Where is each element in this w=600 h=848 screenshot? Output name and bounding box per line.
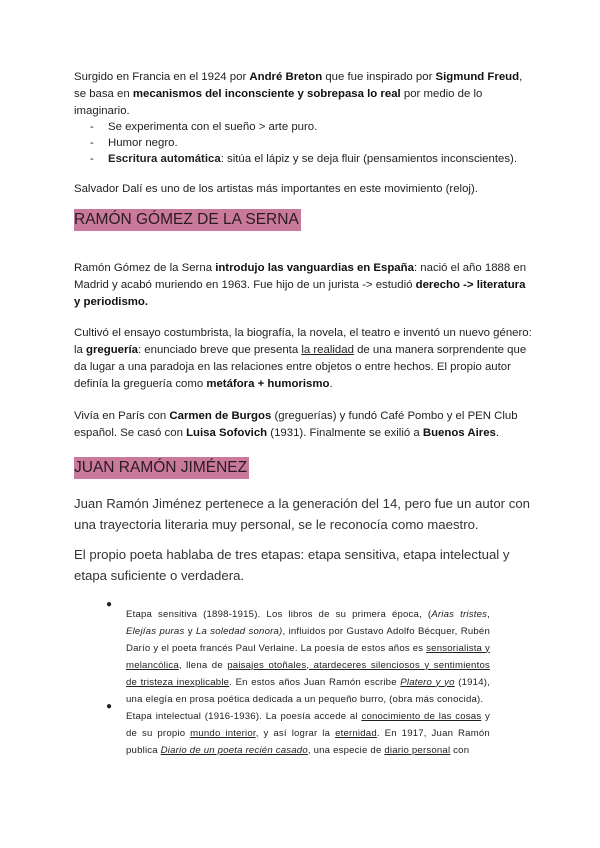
- section-heading-ramon: RAMÓN GÓMEZ DE LA SERNA: [74, 209, 301, 231]
- dash-item: Se experimenta con el sueño > arte puro.: [108, 121, 318, 133]
- juan-ramon-paragraph-2: El propio poeta hablaba de tres etapas: etapa sensitiva, etapa intelectual y etapa suficiente o verdadera.: [74, 547, 510, 583]
- ramon-paragraph-3: Vivía en París con Carmen de Burgos (greguerías) y fundó Café Pombo y el PEN Club español. Se casó con Luisa Sofovich (1931). Finalmente se exilió a Buenos Aires.: [74, 410, 518, 439]
- dash-marker: -: [90, 153, 94, 165]
- bullet-marker: ●: [106, 701, 113, 712]
- dali-paragraph: Salvador Dalí es uno de los artistas más importantes en este movimiento (reloj).: [74, 183, 478, 195]
- dash-marker: -: [90, 137, 94, 149]
- bullet-etapa-intelectual: Etapa intelectual (1916-1936). La poesía accede al conocimiento de las cosas y de su propio mundo interior, y así lograr la eternidad. En 1917, Juan Ramón publica Diario de un poeta recién casado, una especie de diario personal con: [126, 710, 490, 756]
- dash-item: Humor negro.: [108, 137, 178, 149]
- ramon-paragraph-1: Ramón Gómez de la Serna introdujo las vanguardias en España: nació el año 1888 en Madrid y acabó muriendo en 1963. Fue hijo de un jurista -> estudió derecho -> literatura y periodismo.: [74, 262, 527, 308]
- ramon-paragraph-2: Cultivó el ensayo costumbrista, la biografía, la novela, el teatro e inventó un nuevo género: la greguería: enunciado breve que presenta la realidad de una manera sorprendente que da lugar a una paradoja en las relaciones entre objetos o entre hechos. El propio autor definía la greguería como metáfora + humorismo.: [74, 327, 532, 390]
- dash-item: Escritura automática: sitúa el lápiz y se deja fluir (pensamientos inconscientes).: [108, 153, 517, 165]
- section-heading-juan-ramon: JUAN RAMÓN JIMÉNEZ: [74, 457, 249, 479]
- juan-ramon-paragraph-1: Juan Ramón Jiménez pertenece a la generación del 14, pero fue un autor con una trayectoria literaria muy personal, se le reconocía como maestro.: [74, 496, 530, 532]
- intro-paragraph: Surgido en Francia en el 1924 por André Breton que fue inspirado por Sigmund Freud, se basa en mecanismos del inconsciente y sobrepasa lo real por medio de lo imaginario.: [74, 71, 523, 117]
- bullet-marker: ●: [106, 599, 113, 610]
- bullet-etapa-sensitiva: Etapa sensitiva (1898-1915). Los libros de su primera época, (Arias tristes, Elejías puras y La soledad sonora), influidos por Gustavo Adolfo Bécquer, Rubén Darío y el poeta francés Paul Verlaine. La poesía de estos años es sensorialista y melancólica, llena de paisajes otoñales, atardeceres silenciosos y sentimientos de tristeza inexplicable. En estos años Juan Ramón escribe Platero y yo (1914), una elegía en prosa poética dedicada a un pequeño burro, (obra más conocida).: [126, 608, 491, 705]
- dash-marker: -: [90, 121, 94, 133]
